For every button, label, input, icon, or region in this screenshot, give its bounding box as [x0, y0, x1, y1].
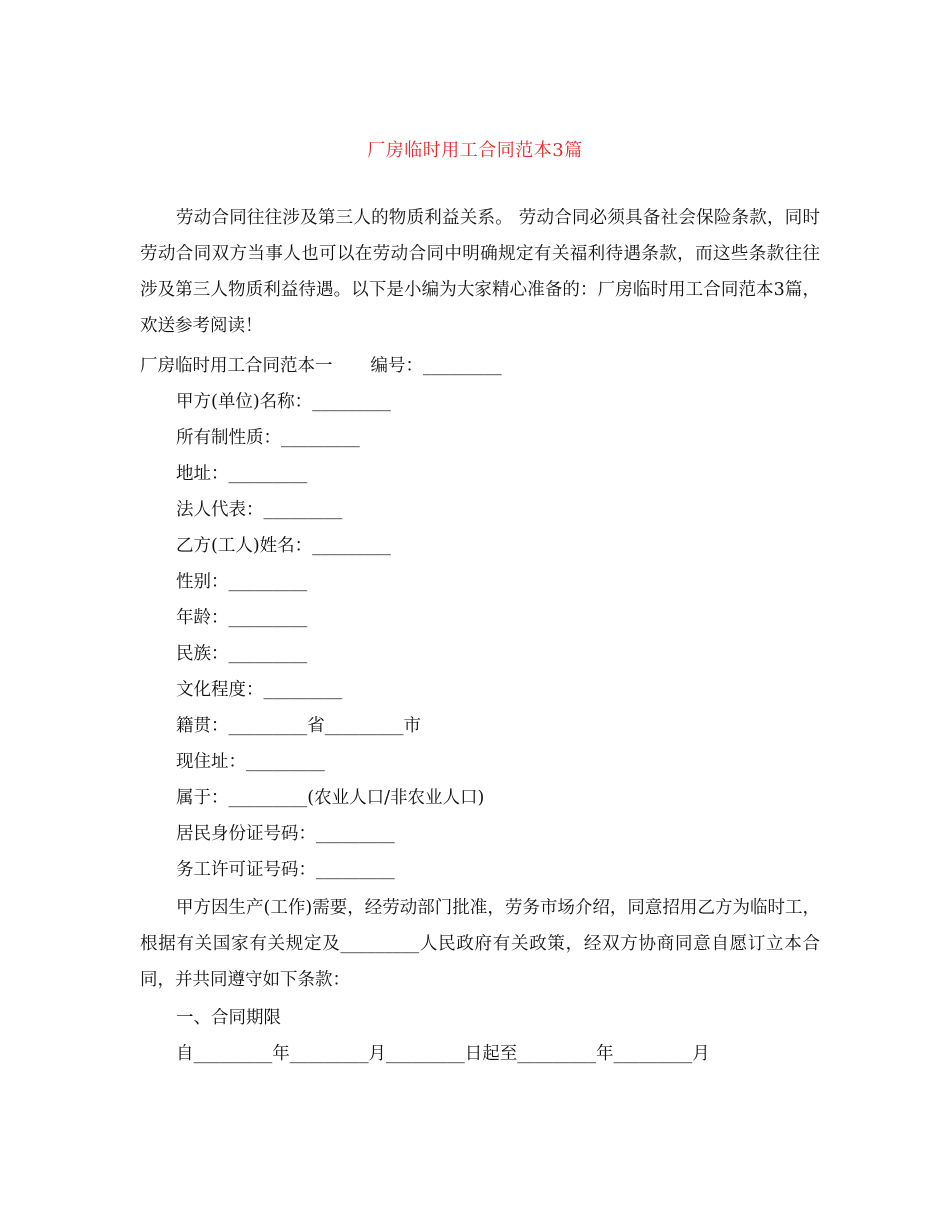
contract-heading: 厂房临时用工合同范本一	[140, 356, 333, 376]
field-id-number: 居民身份证号码：_________	[176, 824, 395, 844]
field-legal-rep: 法人代表：_________	[176, 500, 343, 520]
field-work-permit: 务工许可证号码：_________	[176, 860, 395, 880]
field-address: 地址：_________	[176, 464, 308, 484]
field-age: 年龄：_________	[176, 608, 308, 628]
recruitment-paragraph: 甲方因生产(工作)需要，经劳动部门批准，劳务市场介绍，同意招用乙方为临时工，根据有关国家有关规定及_________人民政府有关政策，经双方协商同意自愿订立本合同，并共同遵守如下条款：	[140, 898, 820, 990]
field-worker-name: 乙方(工人)姓名：_________	[176, 536, 391, 556]
field-education: 文化程度：_________	[176, 680, 343, 700]
contract-heading-line	[140, 348, 502, 384]
clause-1-text: 自_________年_________月_________日起至_________年_________月	[176, 1044, 710, 1064]
field-native-place: 籍贯：_________省_________市	[176, 716, 421, 736]
field-gender: 性别：_________	[176, 572, 308, 592]
clause-1-title: 一、合同期限	[176, 1008, 281, 1028]
serial-number-field: 编号：_________	[370, 356, 502, 376]
intro-paragraph: 劳动合同往往涉及第三人的物质利益关系。 劳动合同必须具备社会保险条款，同时劳动合同双方当事人也可以在劳动合同中明确规定有关福利待遇条款，而这些条款往往涉及第三人物质利益待遇。以下是小编为大家精心准备的：厂房临时用工合同范本3篇，欢送参考阅读！	[140, 208, 820, 336]
field-employer-name: 甲方(单位)名称：_________	[176, 392, 391, 412]
field-current-address: 现住址：_________	[176, 752, 325, 772]
document-title: 厂房临时用工合同范本3篇	[367, 140, 583, 161]
field-household-type: 属于：_________(农业人口/非农业人口)	[176, 788, 485, 808]
field-ownership: 所有制性质：_________	[176, 428, 360, 448]
field-ethnicity: 民族：_________	[176, 644, 308, 664]
